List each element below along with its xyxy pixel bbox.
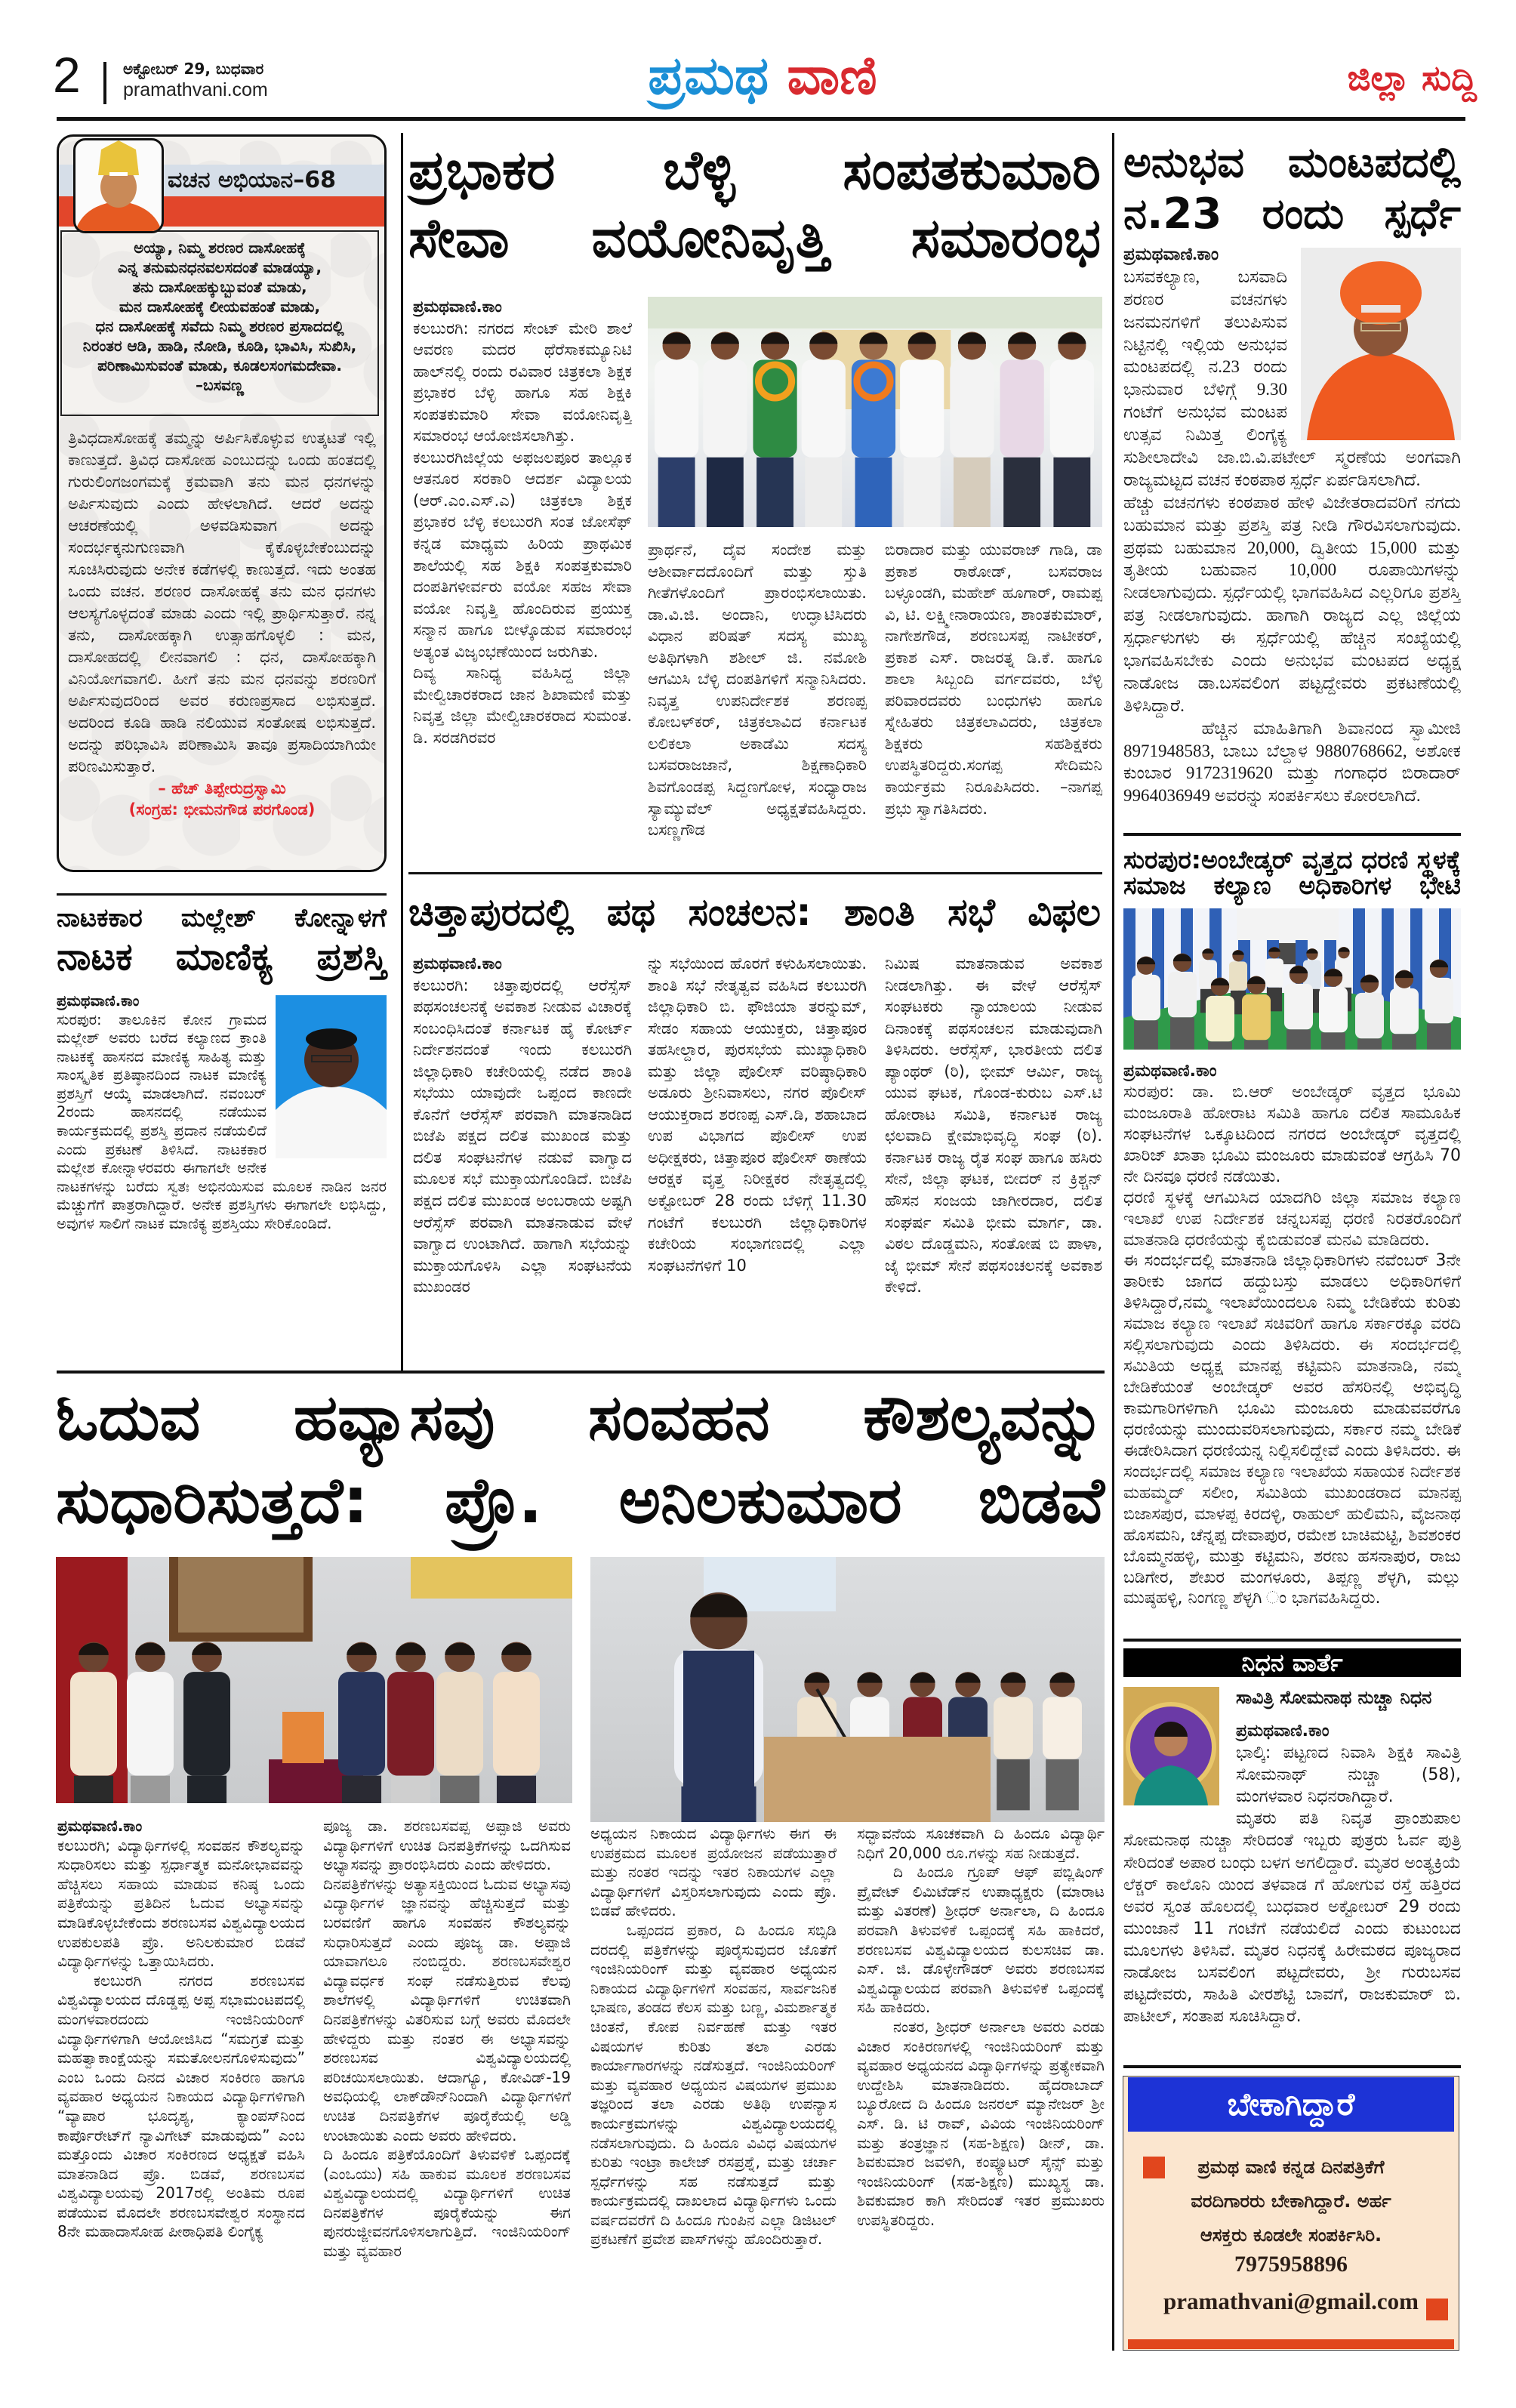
person-hair — [1338, 947, 1349, 951]
verse-line: ಅಯ್ಯಾ, ನಿಮ್ಮ ಶರಣರ ದಾಸೋಹಕ್ಕೆ — [134, 239, 306, 257]
paragraph: ಭಾಲ್ಕಿ: ಪಟ್ಟಣದ ನಿವಾಸಿ ಶಿಕ್ಷಕಿ ಸಾವಿತ್ರಿ ಸೋಮನಾಥ್ ನುಚ್ಚಾ (58), ಮಂಗಳವಾರ ನಿಧನರಾಗಿದ್ದಾರೆ. — [1236, 1744, 1461, 1807]
article-rule — [57, 893, 387, 896]
headline-line: ಸುಧಾರಿಸುತ್ತದೆ: ಪ್ರೊ. ಅನಿಲಕುಮಾರ ಬಿಡವೆ — [56, 1463, 1105, 1537]
person-figure — [753, 331, 797, 527]
person-figure — [1390, 970, 1419, 1050]
byline: ಪ್ರಮಥವಾಣಿ.ಕಾಂ — [413, 298, 502, 316]
section-label: ಜಿಲ್ಲಾ ಸುದ್ದಿ — [1347, 57, 1477, 98]
person-hair — [1268, 947, 1280, 951]
person-hair — [1306, 948, 1317, 953]
person-figure — [1050, 331, 1094, 527]
commentary-author: – ಹೆಚ್ ತಿಪ್ಪೇರುದ್ರಸ್ವಾಮಿ — [158, 779, 286, 797]
photo-illustration — [1301, 248, 1461, 440]
person-legs — [904, 458, 941, 527]
person-torso — [1284, 984, 1313, 1030]
vachana-verse — [60, 230, 379, 416]
paragraph: ಸದ್ಭಾವನೆಯ ಸೂಚಕವಾಗಿ ದಿ ಹಿಂದೂ ವಿದ್ಯಾರ್ಥಿ ನಿಧಿಗೆ 20,000 ರೂ.ಗಳನ್ನು ಸಹ ನೀಡುತ್ತದೆ. — [857, 1824, 1105, 1862]
article-column — [323, 1817, 571, 2356]
person-hair — [1232, 950, 1243, 954]
person-legs — [131, 1776, 170, 1803]
person-legs — [440, 1776, 479, 1803]
reading-headline — [56, 1376, 1105, 1542]
verse-line: ಮನ ದಾಸೋಹಕ್ಕೆ ಲೀಯವಹಂತೆ ಮಾಡು, — [119, 298, 321, 316]
person-hair — [1395, 970, 1413, 978]
person-hair — [955, 1673, 980, 1683]
obituary-title: ಸಾವಿತ್ರಿ ಸೋಮನಾಥ ನುಚ್ಚಾ ನಿಧನ — [1236, 1687, 1432, 1708]
person-hair — [857, 1673, 882, 1683]
article-rule — [1123, 2065, 1461, 2068]
person-legs — [954, 458, 991, 527]
column-text — [413, 318, 632, 749]
person-hair — [1049, 1673, 1074, 1683]
photo-illustration — [590, 1557, 1105, 1822]
paragraph: ನಂತರ, ಶ್ರೀಧರ್ ಅರ್ನಾಲಾ ಅವರು ಎರಡು ವಿಚಾರ ಸಂಕಿರಣಗಳಲ್ಲಿ ಇಂಜಿನಿಯರಿಂಗ್ ಮತ್ತು ವ್ಯವಹಾರ ಅಧ್ಯಯನದ ವಿದ್ಯಾರ್ಥಿಗಳನ್ನು ಪ್ರತ್ಯೇಕವಾಗಿ ಉದ್ದೇಶಿಸಿ ಮಾತನಾಡಿದರು. ಹೈದರಾಬಾದ್ ಬ್ಯೂರೋದ ದಿ ಹಿಂದೂ ಜನರಲ್ ಮ್ಯಾನೇಜರ್ ಶ್ರೀ ಎಸ್. ಡಿ. ಟಿ ರಾವ್, ವಿವಿಯ ಇಂಜಿನಿಯರಿಂಗ್ ಮತ್ತು ತಂತ್ರಜ್ಞಾನ (ಸಹ-ಶಿಕ್ಷಣ) ಡೀನ್, ಡಾ. ಶಿವಕುಮಾರ ಜವಳಿಗಿ, ಕಂಪ್ಯೂಟರ್ ಸೈನ್ಸ್ ಮತ್ತು ಇಂಜಿನಿಯರಿಂಗ್ (ಸಹ-ಶಿಕ್ಷಣ) ಮುಖ್ಯಸ್ಥ ಡಾ. ಶಿವಕುಮಾರ ಕಾಗಿ ಸೇರಿದಂತೆ ಇತರ ಪ್ರಮುಖರು ಉಪಸ್ಥಿತರಿದ್ದರು. — [857, 2017, 1105, 2229]
person-legs — [1321, 1032, 1345, 1050]
person-figure — [1043, 1672, 1082, 1810]
person-hair — [761, 332, 789, 344]
ad-line: ಪ್ರಮಥ ವಾಣಿ ಕನ್ನಡ ದಿನಪತ್ರಿಕೆಗೆ — [1197, 2157, 1385, 2178]
column-text — [413, 975, 632, 1298]
header-rule — [57, 117, 1465, 121]
person-legs — [658, 458, 695, 527]
photo-illustration — [56, 1557, 572, 1803]
ad-title: ಬೇಕಾಗಿದ್ದಾರೆ — [1128, 2077, 1454, 2132]
paragraph: ಧರಣಿ ಸ್ಥಳಕ್ಕೆ ಆಗಮಿಸಿದ ಯಾದಗಿರಿ ಜಿಲ್ಲಾ ಸಮಾಜ ಕಲ್ಯಾಣ ಇಲಾಖೆ ಉಪ ನಿರ್ದೇಶಕ ಚನ್ನಬಸಪ್ಪ ಧರಣಿ ನಿರತರೊಂದಿಗೆ ಮಾತನಾಡಿ ಧರಣಿಯನ್ನು ಕೈಬಿಡುವಂತೆ ಮನವಿ ಮಾಡಿದರು. — [1123, 1188, 1461, 1250]
person-torso — [1319, 987, 1348, 1033]
column-divider-right — [1112, 133, 1114, 2351]
paragraph: ಬಸವಕಲ್ಯಾಣ, ಬಸವಾದಿ ಶರಣರ ವಚನಗಳು ಜನಮನಗಳಿಗೆ ತಲುಪಿಸುವ ನಿಟ್ಟಿನಲ್ಲಿ ಇಲ್ಲಿಯ ಅನುಭವ ಮಂಟಪದಲ್ಲಿ ನ.23 ರಂದು ಭಾನುವಾರ ಬೆಳಿಗ್ಗೆ 9.30 ಗಂಟೆಗೆ ಅನುಭವ ಮಂಟಪ ಉತ್ಸವ ನಿಮಿತ್ತ ಲಿಂಗೈಕ್ಯ ಸುಶೀಲಾದೇವಿ ಜಾ.ಬಿ.ವಿ.ಪಟೇಲ್ ಸ್ಮರಣೆಯ ಅಂಗವಾಗಿ ರಾಜ್ಯಮಟ್ಟದ ವಚನ ಕಂಠಪಾಠ ಸ್ಪರ್ಧೆ ಏರ್ಪಡಿಸಲಾಗಿದೆ. — [1123, 267, 1461, 489]
verse-line: ತನು ದಾಸೋಹಕ್ಕುಬ್ಬುವಂತೆ ಮಾಡು, — [132, 278, 307, 296]
headline-line: ನ.23 ರಂದು ಸ್ಪರ್ಧೆ — [1123, 190, 1461, 239]
basavanna-portrait — [73, 138, 164, 233]
retirement-headline — [408, 136, 1101, 272]
article-column — [648, 539, 867, 862]
person-torso — [655, 359, 698, 457]
article-rule — [1123, 833, 1461, 836]
byline: ಪ್ರಮಥವಾಣಿ.ಕಾಂ — [57, 992, 140, 1010]
person-hair — [663, 332, 691, 344]
person-figure — [387, 1642, 434, 1803]
person-hair — [1173, 954, 1191, 961]
article-column — [885, 953, 1102, 1361]
person-hair — [1430, 960, 1448, 967]
tent-banner — [1237, 908, 1339, 940]
byline: ಪ್ರಮಥವಾಣಿ.ಕಾಂ — [1123, 1062, 1217, 1081]
headline-line: ನಾಟಕ ಮಾಣಿಕ್ಯ ಪ್ರಶಸ್ತಿ — [57, 935, 387, 979]
person-torso — [1390, 988, 1419, 1034]
logo-word-vani: ವಾಣಿ — [787, 45, 877, 106]
deceased-photo — [1123, 1687, 1219, 1805]
article-column — [857, 1824, 1105, 2356]
person-legs — [1003, 458, 1040, 527]
crown — [98, 140, 139, 175]
person-figure — [1425, 960, 1453, 1050]
verse-line: ಎನ್ನ ತನುಮನಧನವಲಸದಂತೆ ಮಾಡಯ್ಯಾ, — [117, 258, 322, 276]
person-legs — [855, 458, 892, 527]
speaker-vest — [683, 1651, 754, 1802]
issue-date: ಅಕ್ಟೋಬರ್ 29, ಬುಧವಾರ — [123, 60, 264, 78]
person-figure — [493, 1642, 540, 1803]
person-torso — [1229, 961, 1247, 991]
paragraph: ಪ್ರಾರ್ಥನೆ, ದೈವ ಸಂದೇಶ ಮತ್ತು ಆಶೀರ್ವಾದದೊಂದಿಗೆ ಮತ್ತು ಸ್ತುತಿ ಗೀತೆಗಳೊಂದಿಗೆ ಪ್ರಾರಂಭಿಸಲಾಯಿತು. ಡಾ.ವಿ.ಜಿ. ಅಂದಾನಿ, ಉದ್ಘಾಟಿಸಿದರು ವಿಧಾನ ಪರಿಷತ್ ಸದಸ್ಯ ಮುಖ್ಯ ಅತಿಥಿಗಳಾಗಿ ಶಶೀಲ್ ಜಿ. ನಮೋಶಿ ಆಗಮಿಸಿ ಬೆಳ್ಳಿ ದಂಪತಿಗಳಿಗೆ ಸನ್ಮಾನಿಸಿದರು. ನಿವೃತ್ತ ಉಪನಿರ್ದೇಶಕ ಶರಣಪ್ಪ ಕೋಬಳ್‌ಕರ್, ಚಿತ್ರಕಲಾವಿದ ಕರ್ನಾಟಕ ಲಲಿಕಲಾ ಅಕಾಡೆಮಿ ಸದಸ್ಯ ಬಸವರಾಜಜಾನೆ, ಶಿಕ್ಷಣಾಧಿಕಾರಿ ಶಿವಗೊಂಡಪ್ಪ ಸಿದ್ದಣಗೋಳ, ಸಂಧ್ಯಾರಾಜ ಸ್ಯಾಮ್ಯುವೆಲ್ ಅಧ್ಯಕ್ಷತೆವಹಿಸಿದ್ದರು. ಬಸಣ್ಣಗೌಡ — [648, 541, 867, 840]
shrine-portrait — [282, 1712, 324, 1763]
person-torso — [950, 359, 994, 457]
group-photo — [56, 1557, 572, 1803]
paragraph: ಕಲಬುರಗಿ; ವಿದ್ಯಾರ್ಥಿಗಳಲ್ಲಿ ಸಂವಹನ ಕೌಶಲ್ಯವನ್ನು ಸುಧಾರಿಸಲು ಮತ್ತು ಸ್ಪರ್ಧಾತ್ಮಕ ಮನೋಭಾವವನ್ನು ಹೆಚ್ಚಿಸಲು ಸಹಾಯ ಮಾಡುವ ಕನಿಷ್ಠ ಒಂದು ಪತ್ರಿಕೆಯನ್ನು ಪ್ರತಿದಿನ ಓದುವ ಅಭ್ಯಾಸವನ್ನು ಮಾಡಿಕೊಳ್ಳಬೇಕೆಂದು ಶರಣಬಸವ ವಿಶ್ವವಿದ್ಯಾಲಯದ ಉಪಕುಲಪತಿ ಪ್ರೊ. ಅನಿಲಕುಮಾರ ಬಿಡವೆ ವಿದ್ಯಾರ್ಥಿಗಳನ್ನು ಒತ್ತಾಯಿಸಿದರು. — [57, 1836, 305, 1971]
person-hair — [958, 332, 986, 344]
headline-line: ಸೇವಾ ವಯೋನಿವೃತ್ತಿ ಸಮಾರಂಭ — [408, 206, 1101, 270]
person-torso — [436, 1672, 483, 1776]
person-figure — [994, 1672, 1033, 1810]
person-legs — [74, 1776, 113, 1803]
paragraph: ಪೂಜ್ಯ ಡಾ. ಶರಣಬಸವಪ್ಪ ಅಪ್ಪಾಜಿ ಅವರು ವಿದ್ಯಾರ್ಥಿಗಳಿಗೆ ಉಚಿತ ದಿನಪತ್ರಿಕೆಗಳನ್ನು ಒದಗಿಸುವ ಅಭ್ಯಾಸವನ್ನು ಪ್ರಾರಂಭಿಸಿದರು ಎಂದು ಹೇಳಿದರು. — [323, 1817, 571, 1874]
verse-line: ಪರಿಣಾಮಿಸುವಂತೆ ಮಾಡು, ಕೂಡಲಸಂಗಮದೇವಾ. — [97, 356, 342, 375]
person-torso — [900, 359, 944, 457]
person-hair — [135, 1643, 165, 1655]
paragraph: ಕಲಬುರಗಿ: ನಗರದ ಸೇಂಟ್ ಮೇರಿ ಶಾಲೆ ಆವರಣ ಮದರ ಥೆರೆಸಾಕಮ್ಯೂನಿಟಿ ಹಾಲ್‌ನಲ್ಲಿ ರಂದು ರವಿವಾರ ಚಿತ್ರಕಲಾ ಶಿಕ್ಷಕ ಪ್ರಭಾಕರ ಬೆಳ್ಳಿ ಹಾಗೂ ಸಹ ಶಿಕ್ಷಕಿ ಸಂಪತಕುಮಾರಿ ಸೇವಾ ವಯೋನಿವೃತ್ತಿ ಸಮಾರಂಭ ಆಯೋಜಿಸಲಾಗಿತ್ತು. — [413, 319, 632, 446]
photo-illustration — [648, 297, 1102, 527]
person-hair — [501, 1643, 532, 1655]
byline: ಪ್ರಮಥವಾಣಿ.ಕಾಂ — [57, 1817, 143, 1835]
person-legs — [1046, 1759, 1079, 1811]
person-legs — [1170, 1017, 1194, 1050]
person-legs — [707, 458, 744, 527]
website-url: pramathvani.com — [123, 79, 268, 100]
paragraph: ದಿನಪತ್ರಿಕೆಗಳನ್ನು ಅತ್ಯಾಸಕ್ತಿಯಿಂದ ಓದುವ ಅಭ್ಯಾಸವು ವಿದ್ಯಾರ್ಥಿಗಳ ಜ್ಞಾನವನ್ನು ಹೆಚ್ಚಿಸುತ್ತದೆ ಮತ್ತು ಬರವಣಿಗೆ ಹಾಗೂ ಸಂವಹನ ಕೌಶಲ್ಯವನ್ನು ಸುಧಾರಿಸುತ್ತದೆ ಎಂದು ಪೂಜ್ಯ ಡಾ. ಅಪ್ಪಾಜಿ ಯಾವಾಗಲೂ ನಂಬಿದ್ದರು. ಶರಣಬಸವೇಶ್ವರ ವಿದ್ಯಾವರ್ಧಕ ಸಂಘ ನಡೆಸುತ್ತಿರುವ ಕೆಲವು ಶಾಲೆಗಳಲ್ಲಿ ವಿದ್ಯಾರ್ಥಿಗಳಿಗೆ ಉಚಿತವಾಗಿ ದಿನಪತ್ರಿಕೆಗಳನ್ನು ವಿತರಿಸುವ ಬಗ್ಗೆ ಅವರು ಮೊದಲೇ ಹೇಳಿದ್ದರು ಮತ್ತು ನಂತರ ಈ ಅಭ್ಯಾಸವನ್ನು ಶರಣಬಸವ ವಿಶ್ವವಿದ್ಯಾಲಯದಲ್ಲಿ ಪರಿಚಯಿಸಲಾಯಿತು. ಆದಾಗ್ಯೂ, ಕೋವಿಡ್-19 ಅವಧಿಯಲ್ಲಿ ಲಾಕ್‌ಡೌನ್‌ನಿಂದಾಗಿ ವಿದ್ಯಾರ್ಥಿಗಳಿಗೆ ಉಚಿತ ದಿನಪತ್ರಿಕೆಗಳ ಪೂರೈಕೆಯಲ್ಲಿ ಅಡ್ಡಿ ಉಂಟಾಯಿತು ಎಂದು ಅವರು ಹೇಳಿದರು. — [323, 1874, 571, 2144]
person-torso — [1050, 359, 1094, 457]
article-column — [413, 953, 632, 1361]
ad-line: ವರದಿಗಾರರು ಬೇಕಾಗಿದ್ದಾರೆ. ಅರ್ಹ — [1191, 2191, 1391, 2212]
person-torso — [802, 359, 846, 457]
paragraph: ಒಪ್ಪಂದದ ಪ್ರಕಾರ, ದಿ ಹಿಂದೂ ಸಬ್ಸಿಡಿ ದರದಲ್ಲಿ ಪತ್ರಿಕೆಗಳನ್ನು ಪೂರೈಸುವುದರ ಜೊತೆಗೆ ಇಂಜಿನಿಯರಿಂಗ್ ಮತ್ತು ವ್ಯವಹಾರ ಅಧ್ಯಯನ ನಿಕಾಯದ ವಿದ್ಯಾರ್ಥಿಗಳಿಗೆ ಸಂವಹನ, ಸಾರ್ವಜನಿಕ ಭಾಷಣ, ತಂಡದ ಕೆಲಸ ಮತ್ತು ಬಣ್ಣ, ವಿಮರ್ಶಾತ್ಮಕ ಚಿಂತನೆ, ಕೋಪ ನಿರ್ವಹಣೆ ಮತ್ತು ಇತರ ವಿಷಯಗಳ ಕುರಿತು ತಲಾ ಎರಡು ಕಾರ್ಯಾಗಾರಗಳನ್ನು ನಡೆಸುತ್ತದೆ. ಇಂಜಿನಿಯರಿಂಗ್ ಮತ್ತು ವ್ಯವಹಾರ ಅಧ್ಯಯನ ವಿಷಯಗಳ ಪ್ರಮುಖ ತಜ್ಞರಿಂದ ತಲಾ ಎರಡು ಅತಿಥಿ ಉಪನ್ಯಾಸ ಕಾರ್ಯಕ್ರಮಗಳನ್ನು ವಿಶ್ವವಿದ್ಯಾಲಯದಲ್ಲಿ ನಡೆಸಲಾಗುವುದು. ದಿ ಹಿಂದೂ ವಿವಿಧ ವಿಷಯಗಳ ಕುರಿತು ಇಂಟ್ರಾ ಕಾಲೇಜ್ ರಸಪ್ರಶ್ನೆ, ಮತ್ತು ಚರ್ಚಾ ಸ್ಪರ್ಧೆಗಳನ್ನು ಸಹ ನಡೆಸುತ್ತದೆ ಮತ್ತು ಕಾರ್ಯಕ್ರಮದಲ್ಲಿ ದಾಖಲಾದ ವಿದ್ಯಾರ್ಥಿಗಳು ಒಂದು ವರ್ಷದವರೆಗೆ ದಿ ಹಿಂದೂ ಗುಂಪಿನ ಎಲ್ಲಾ ಡಿಜಿಟಲ್ ಪ್ರಕಟಣೆಗೆ ಪ್ರವೇಶ ಪಾಸ್‌ಗಳನ್ನು ಹೊಂದಿರುತ್ತಾರೆ. — [590, 1920, 837, 2249]
byline: ಪ್ರಮಥವಾಣಿ.ಕಾಂ — [1123, 245, 1219, 264]
retirement-ceremony-photo — [648, 297, 1102, 527]
person-figure — [950, 331, 994, 527]
person-torso — [703, 359, 747, 457]
article-column — [648, 953, 867, 1361]
paragraph: ನಿಮಿಷ ಮಾತನಾಡುವ ಅವಕಾಶ ನೀಡಲಾಗಿತ್ತು. ಈ ವೇಳೆ ಆರೆಸ್ಸೆಸ್ ಸಂಘಟಕರು ನ್ಯಾಯಾಲಯ ನೀಡುವ ದಿನಾಂಕಕ್ಕೆ ಪಥಸಂಚಲನ ಮಾಡುವುದಾಗಿ ತಿಳಿಸಿದರು. ಆರೆಸ್ಸೆಸ್, ಭಾರತೀಯ ದಲಿತ ಪ್ಯಾಂಥರ್ (ರಿ), ಭೀಮ್ ಆರ್ಮಿ, ರಾಜ್ಯ ಯುವ ಘಟಕ, ಗೊಂಡ-ಕುರುಬ ಎಸ್.ಟಿ ಹೋರಾಟ ಸಮಿತಿ, ಕರ್ನಾಟಕ ರಾಜ್ಯ ಛಲವಾದಿ ಕ್ಷೇಮಾಭಿವೃದ್ಧಿ ಸಂಘ (ರಿ). ಕರ್ನಾಟಕ ರಾಜ್ಯ ರೈತ ಸಂಘ ಹಾಗೂ ಹಸಿರು ಸೇನೆ, ಜಿಲ್ಲಾ ಘಟಕ, ಬೀದರ್ ನ ಕ್ರಿಶ್ಚನ್ ಹೌಸನ ಸಂಜಯ ಜಾಗೀರದಾರ, ದಲಿತ ಸಂಘರ್ಷ ಸಮಿತಿ ಭೀಮ ಮಾರ್ಗ, ಡಾ. ವಿಠಲ ದೊಡ್ಡಮನಿ, ಸಂತೋಷ ಬಿ ಪಾಳಾ, ಜೈ ಭೀಮ್ ಸೇನೆ ಪಥಸಂಚಲನಕ್ಕೆ ಅವಕಾಶ ಕೇಳಿದೆ. — [885, 954, 1102, 1296]
person-legs — [1053, 458, 1090, 527]
podium — [764, 1737, 991, 1822]
paragraph: ದಿ ಹಿಂದೂ ಗ್ರೂಪ್ ಆಫ್ ಪಬ್ಲಿಷಿಂಗ್ ಪ್ರೈವೇಟ್ ಲಿಮಿಟೆಡ್‌ನ ಉಪಾಧ್ಯಕ್ಷರು (ಮಾರಾಟ ಮತ್ತು ವಿತರಣೆ) ಶ್ರೀಧರ್ ಅರ್ನಾಲಾ, ದಿ ಹಿಂದೂ ಪರವಾಗಿ ತಿಳುವಳಿಕೆ ಒಪ್ಪಂದಕ್ಕೆ ಸಹಿ ಹಾಕಿದರೆ, ಶರಣಬಸವ ವಿಶ್ವವಿದ್ಯಾಲಯದ ಕುಲಸಚಿವ ಡಾ. ಎಸ್. ಜಿ. ಡೊಳ್ಳೇಗೌಡರ್ ಅವರು ಶರಣಬಸವ ವಿಶ್ವವಿದ್ಯಾಲಯದ ಪರವಾಗಿ ತಿಳುವಳಿಕೆ ಒಪ್ಪಂದಕ್ಕೆ ಸಹಿ ಹಾಕಿದರು. — [857, 1863, 1105, 2017]
paragraph: ಹೆಚ್ಚು ವಚನಗಳು ಕಂಠಪಾಠ ಹೇಳಿ ವಿಜೇತರಾದವರಿಗೆ ನಗದು ಬಹುಮಾನ ಮತ್ತು ಪ್ರಶಸ್ತಿ ಪತ್ರ ನೀಡಿ ಗೌರವಿಸಲಾಗುವುದು. ಪ್ರಥಮ ಬಹುಮಾನ 20,000, ದ್ವಿತೀಯ 15,000 ಮತ್ತು ತೃತೀಯ ಬಹುವಾನ 10,000 ರೂಪಾಯಿಗಳನ್ನು ನೀಡಲಾಗುವುದು. ಸ್ಪರ್ಧೆಯಲ್ಲಿ ಭಾಗವಹಿಸಿದ ಎಲ್ಲರಿಗೂ ಪ್ರಶಸ್ತಿ ಪತ್ರ ನೀಡಲಾಗುವುದು. ಹಾಗಾಗಿ ರಾಜ್ಯದ ಎಲ್ಲ ಜಿಲ್ಲೆಯ ಸ್ಪರ್ಧಾಳುಗಳು ಈ ಸ್ಪರ್ಧೆಯಲ್ಲಿ ಹೆಚ್ಚಿನ ಸಂಖ್ಯೆಯಲ್ಲಿ ಭಾಗವಹಿಸಬೇಕು ಎಂದು ಅನುಭವ ಮಂಟಪದ ಅಧ್ಯಕ್ಷ ನಾಡೋಜ ಡಾ.ಬಸವಲಿಂಗ ಪಟ್ಟದ್ದೇವರು ಪ್ರಕಟಣೆಯಲ್ಲಿ ತಿಳಿಸಿದ್ದಾರೆ. — [1123, 492, 1461, 715]
person-hair — [910, 1673, 935, 1683]
vachana-commentary — [68, 427, 376, 868]
person-figure — [1000, 331, 1044, 527]
photo-illustration — [276, 995, 387, 1158]
paragraph: ಸುರಪುರ: ತಾಲೂಕಿನ ಕೋನ ಗ್ರಾಮದ ಮಲ್ಲೇಶ್ ಅವರು ಬರೆದ ಕಲ್ಯಾಣದ ಕ್ರಾಂತಿ ನಾಟಕಕ್ಕೆ ಹಾಸನದ ಮಾಣಿಕ್ಯ ಸಾಹಿತ್ಯ ಮತ್ತು ಸಾಂಸ್ಕೃತಿಕ ಪ್ರತಿಷ್ಠಾನದಿಂದ ನಾಟಕ ಮಾಣಿಕ್ಯ ಪ್ರಶಸ್ತಿಗೆ ಆಯ್ಕೆ ಮಾಡಲಾಗಿದೆ. ನವಂಬರ್ 2ರಂದು ಹಾಸನದಲ್ಲಿ ನಡೆಯುವ ಕಾರ್ಯಕ್ರಮದಲ್ಲಿ ಪ್ರಶಸ್ತಿ ಪ್ರದಾನ ನಡೆಯಲಿದೆ ಎಂದು ಪ್ರಕಟಣೆ ತಿಳಿಸಿದೆ. ನಾಟಕಕಾರ ಮಲ್ಲೇಶ ಕೋನ್ನಾಳರವರು ಈಗಾಗಲೇ ಅನೇಕ ನಾಟಕಗಳನ್ನು ಬರೆದು ಸ್ವತಃ ಅಭಿನಯಿಸುವ ಮೂಲಕ ನಾಡಿನ ಜನರ ಮೆಚ್ಚುಗೆಗೆ ಪಾತ್ರರಾಗಿದ್ದಾರೆ. ಅನೇಕ ಪ್ರಶಸ್ತಿಗಳು ಈಗಾಗಲೇ ಲಭಿಸಿದ್ದು, ಅವುಗಳ ಸಾಲಿಗೆ ನಾಟಕ ಮಾಣಿಕ್ಯ ಪ್ರಶಸ್ತಿಯು ಸೇರಿಕೊಂಡಿದೆ. — [57, 1010, 387, 1232]
header-divider — [103, 62, 106, 104]
vachana-title: ವಚನ ಅಭಿಯಾನ–68 — [168, 167, 336, 193]
headline-line: ಸುರಪುರ:ಅಂಬೇಡ್ಕರ್ ವೃತ್ತದ ಧರಣಿ ಸ್ಥಳಕ್ಕೆ — [1123, 845, 1461, 874]
person-legs — [756, 458, 793, 527]
person-torso — [183, 1672, 230, 1776]
person-legs — [1134, 1020, 1158, 1050]
person-legs — [997, 1759, 1030, 1811]
person-hair — [1008, 332, 1036, 344]
ad-bottom-bar — [1128, 2339, 1454, 2349]
article-column — [413, 296, 632, 862]
person-torso — [1242, 994, 1271, 1041]
headline-line: ಸಮಾಜ ಕಲ್ಯಾಣ ಅಧಿಕಾರಿಗಳ ಭೇಟಿ — [1123, 871, 1461, 900]
person-hair — [192, 1643, 222, 1655]
saffron-robe — [1307, 352, 1455, 440]
person-legs — [1244, 1040, 1268, 1050]
headline-line: ನಾಟಕಕಾರ ಮಲ್ಲೇಶ್ ಕೋನ್ನಾಳಗೆ — [57, 903, 387, 933]
person-legs — [1427, 1023, 1451, 1050]
person-hair — [711, 332, 739, 344]
verse-line: ಧನ ದಾಸೋಹಕ್ಕೆ ಸವೆದು ನಿಮ್ಮ ಶರಣರ ಪ್ರಸಾದದಲ್ಲಿ — [95, 317, 344, 335]
painting — [178, 1557, 304, 1633]
verse-line: ನಿರಂತರ ಆಡಿ, ಹಾಡಿ, ನೋಡಿ, ಕೂಡಿ, ಭಾವಿಸಿ, ಸುಖಿಸಿ, — [82, 337, 357, 355]
paragraph: ನ್ನು ಸಭೆಯಿಂದ ಹೊರಗೆ ಕಳುಹಿಸಲಾಯಿತು. ಶಾಂತಿ ಸಭೆ ನೇತೃತ್ವವ ವಹಿಸಿದ ಕಲಬುರಗಿ ಜಿಲ್ಲಾಧಿಕಾರಿ ಬಿ. ಫೌಜಿಯಾ ತರನ್ನುಮ್, ಸೇಡಂ ಸಹಾಯ ಆಯುಕ್ತರು, ಚಿತ್ತಾಪೂರ ತಹಸೀಲ್ದಾರ, ಪುರಸಭೆಯ ಮುಖ್ಯಾಧಿಕಾರಿ ಮತ್ತು ಜಿಲ್ಲಾ ಪೊಲೀಸ್ ವರಿಷ್ಠಾಧಿಕಾರಿ ಅಡೂರು ಶ್ರೀನಿವಾಸಲು, ನಗರ ಪೊಲೀಸ್ ಆಯುಕ್ತರಾದ ಶರಣಪ್ಪ ಎಸ್.ಡಿ, ಶಹಾಬಾದ ಉಪ ವಿಭಾಗದ ಪೊಲೀಸ್ ಉಪ ಅಧೀಕ್ಷಕರು, ಚಿತ್ತಾಪೂರ ಪೊಲೀಸ್ ಠಾಣೆಯ ಆರಕ್ಷಕ ವೃತ್ತ ನಿರೀಕ್ಷಕರ ನೇತೃತ್ವದಲ್ಲಿ ಅಕ್ಟೋಬರ್ 28 ರಂದು ಬೆಳಿಗ್ಗೆ 11.30 ಗಂಟೆಗೆ ಕಲಬುರಗಿ ಜಿಲ್ಲಾಧಿಕಾರಿಗಳ ಕಚೇರಿಯ ಸಂಭಾಗಣದಲ್ಲಿ ಎಲ್ಲಾ ಸಂಘಟನೆಗಳಿಗೆ 10 — [648, 954, 867, 1275]
person-torso — [70, 1672, 117, 1776]
person-figure — [802, 331, 846, 527]
headline-line: ಅನುಭವ ಮಂಟಪದಲ್ಲಿ — [1123, 138, 1461, 187]
portrait-illustration — [75, 140, 162, 231]
paragraph: ಕಲಬುರಗಿ: ಚಿತ್ತಾಪುರದಲ್ಲಿ ಆರೆಸ್ಸೆಸ್ ಪಥಸಂಚಲನಕ್ಕೆ ಅವಕಾಶ ನೀಡುವ ವಿಚಾರಕ್ಕೆ ಸಂಬಂಧಿಸಿದಂತೆ ಕರ್ನಾಟಕ ಹೈ ಕೋರ್ಟ್ ನಿರ್ದೇಶನದಂತೆ ಇಂದು ಕಲಬುರಗಿ ಜಿಲ್ಲಾಧಿಕಾರಿ ಕಚೇರಿಯಲ್ಲಿ ನಡೆದ ಶಾಂತಿ ಸಭೆಯು ಯಾವುದೇ ಒಪ್ಪಂದ ಕಾಣದೇ ಕೊನೆಗೆ ಆರೆಸ್ಸೆಸ್ ಪರವಾಗಿ ಮಾತನಾಡಿದ ಬಿಜೆಪಿ ಪಕ್ಷದ ದಲಿತ ಮುಖಂಡ ಮತ್ತು ದಲಿತ ಸಂಘಟನೆಗಳ ನಡುವೆ ವಾಗ್ವಾದ ಮೂಲಕ ಸಭೆ ಮುಕ್ತಾಯಗೊಂಡಿದೆ. ಬಿಜೆಪಿ ಪಕ್ಷದ ದಲಿತ ಮುಖಂಡ ಅಂಬರಾಯ ಅಷ್ಟಗಿ ಆರೆಸ್ಸೆಸ್ ಪರವಾಗಿ ಮಾತನಾಡುವ ವೇಳೆ ವಾಗ್ವಾದ ಉಂಟಾಗಿದೆ. ಹಾಗಾಗಿ ಸಭೆಯನ್ನು ಮುಕ್ತಾಯಗೊಳಿಸಿ ಎಲ್ಲಾ ಸಂಘಟನೆಯ ಮುಖಂಡರ — [413, 976, 632, 1296]
person-hair — [1360, 975, 1379, 982]
article-rule — [408, 872, 1102, 874]
person-torso — [127, 1672, 174, 1776]
column-text — [57, 1836, 305, 2242]
paragraph: ಕಲಬುರಗಿ ನಗರದ ಶರಣಬಸವ ವಿಶ್ವವಿದ್ಯಾಲಯದ ದೊಡ್ಡಪ್ಪ ಅಪ್ಪ ಸಭಾಮಂಟಪದಲ್ಲಿ ಮಂಗಳವಾರದಂದು ಇಂಜಿನಿಯರಿಂಗ್ ವಿದ್ಯಾರ್ಥಿಗಳಿಗಾಗಿ ಆಯೋಜಿಸಿದ “ಸಮಗ್ರತೆ ಮತ್ತು ಮಹತ್ವಾಕಾಂಕ್ಷೆಯನ್ನು ಸಮತೋಲನಗೊಳಿಸುವುದು” ಎಂಬ ಒಂದು ದಿನದ ವಿಚಾರ ಸಂಕಿರಣ ಹಾಗೂ ವ್ಯವಹಾರ ಅಧ್ಯಯನ ನಿಕಾಯದ ವಿದ್ಯಾರ್ಥಿಗಳಿಗಾಗಿ “ವ್ಯಾಪಾರ ಭೂದೃಶ್ಯ, ಕ್ಯಾಂಪಸ್‌ನಿಂದ ಕಾರ್ಪೊರೇಟ್‌ಗೆ ನ್ಯಾವಿಗೇಟ್ ಮಾಡುವುದು” ಎಂಬ ಮತ್ತೊಂದು ವಿಚಾರ ಸಂಕಿರಣದ ಅಧ್ಯಕ್ಷತೆ ವಹಿಸಿ ಮಾತನಾಡಿದ ಪ್ರೊ. ಬಿಡವೆ, ಶರಣಬಸವ ವಿಶ್ವವಿದ್ಯಾಲಯವು 2017ರಲ್ಲಿ ಅಂತಿಮ ರೂಪ ಪಡೆಯುವ ಮೊದಲೇ ಶರಣಬಸವೇಶ್ವರ ಸಂಸ್ಥಾನದ 8ನೇ ಮಹಾದಾಸೋಹ ಪೀಠಾಧಿಪತಿ ಲಿಂಗೈಕ್ಯ — [57, 1971, 305, 2241]
ad-phone: 7975958896 — [1234, 2252, 1348, 2277]
vibhuti-marks — [1361, 305, 1400, 313]
person-hair — [804, 1673, 829, 1683]
obituary-banner: ನಿಧನ ವಾರ್ತೆ — [1123, 1648, 1461, 1677]
person-torso — [1206, 996, 1234, 1042]
chittapur-headline — [408, 888, 1101, 936]
person-torso — [1265, 958, 1283, 988]
person-figure — [1168, 954, 1197, 1050]
person-torso — [493, 1672, 540, 1776]
person-legs — [1286, 1029, 1311, 1050]
headline-line: ಪ್ರಭಾಕರ ಬೆಳ್ಳಿ ಸಂಪತಕುಮಾರಿ — [408, 138, 1101, 202]
swamiji-photo — [1301, 248, 1461, 440]
photo-illustration — [1123, 1687, 1219, 1805]
person-figure — [1132, 957, 1160, 1050]
headline-line: ಓದುವ ಹವ್ಯಾಸವು ಸಂವಹನ ಕೌಶಲ್ಯವನ್ನು — [56, 1380, 1105, 1454]
person-torso — [1355, 993, 1384, 1039]
person-figure — [900, 331, 944, 527]
person-legs — [1392, 1034, 1416, 1050]
speaker-photo — [590, 1557, 1105, 1822]
surapura-article-body — [1123, 1061, 1461, 1620]
ad-line: ಆಸಕ್ತರು ಕೂಡಲೇ ಸಂಪರ್ಕಿಸಿರಿ. — [1200, 2225, 1382, 2246]
photo-illustration — [1123, 908, 1461, 1050]
paragraph: ದಿವ್ಯ ಸಾನಿಧ್ಯ ವಹಿಸಿದ್ದ ಜಿಲ್ಲಾ ಮೇಲ್ವಿಚಾರಕರಾದ ಜಾನ ಶಿಖಾಮಣಿ ಮತ್ತು ನಿವೃತ್ತ ಜಿಲ್ಲಾ ಮೇಲ್ವಿಚಾರಕರಾದ ಸುಮಂತ. ಡಿ. ಸರಡಗಿರವರ — [413, 664, 632, 747]
section-rule — [57, 1370, 1105, 1374]
article-text — [1123, 1082, 1461, 1609]
hair — [306, 1028, 357, 1050]
playwright-photo — [276, 995, 387, 1158]
paragraph: ಹೆಚ್ಚಿನ ಮಾಹಿತಿಗಾಗಿ ಶಿವಾನಂದ ಸ್ವಾಮೀಜಿ 8971948583, ಬಾಬು ಬೆಲ್ದಾಳ 9880768662, ಅಶೋಕ ಕುಂಬಾರ 9172319620 ಮತ್ತು ಗಂಗಾಧರ ಬಿರಾದಾರ್ 9964036949 ಅವರನ್ನು ಸಂಪರ್ಕಿಸಲು ಕೋರಲಾಗಿದೆ. — [1123, 718, 1461, 806]
paragraph: ಕಲಬುರಗಿಜಿಲ್ಲೆಯ ಅಫಜಲಪೂರ ತಾಲ್ಲೂಕ ಆತನೂರ ಸರಕಾರಿ ಆದರ್ಶ ವಿದ್ಯಾಲಯ (ಆರ್.ಎಂ.ಎಸ್.ಎ) ಚಿತ್ರಕಲಾ ಶಿಕ್ಷಕ ಪ್ರಭಾಕರ ಬೆಳ್ಳಿ ಕಲಬುರಗಿ ಸಂತ ಜೋಸೆಫ್ ಕನ್ನಡ ಮಾಧ್ಯಮ ಹಿರಿಯ ಪ್ರಾಥಮಿಕ ಶಾಲೆಯಲ್ಲಿ ಸಹ ಶಿಕ್ಷಕಿ ಸಂಪತ್ತಕುಮಾರಿ ದಂಪತಿಗಳೀರ್ವರು ವಯೋ ಸಹಜ ಸೇವಾ ವಯೋ ನಿವೃತ್ತಿ ಹೊಂದಿರುವ ಪ್ರಯುಕ್ತ ಸನ್ಮಾನ ಹಾಗೂ ಬೀಳ್ಕೊಡುವ ಸಮಾರಂಭ ಅತ್ಯಂತ ವಿಜೃಂಭಣೆಯಿಂದ ಜರುಗಿತು. — [413, 448, 632, 661]
person-legs — [187, 1776, 226, 1803]
person-torso — [1132, 975, 1160, 1021]
person-hair — [1202, 948, 1213, 953]
article-rule — [1123, 1639, 1461, 1642]
person-torso — [338, 1672, 385, 1776]
article-column — [885, 539, 1102, 862]
person-legs — [1357, 1038, 1382, 1050]
person-hair — [1137, 957, 1155, 964]
person-torso — [1168, 972, 1197, 1018]
person-figure — [436, 1642, 483, 1803]
person-legs — [391, 1776, 430, 1803]
verse-line: –ಬಸವಣ್ಣ — [196, 376, 244, 394]
article-column — [57, 1817, 305, 2356]
obituary-body — [1123, 1685, 1461, 2060]
paragraph: ಮೃತರು ಪತಿ ನಿವೃತ ಪ್ರಾಂಶುಪಾಲ ಸೋಮನಾಥ ನುಚ್ಚಾ ಸೇರಿದಂತೆ ಇಬ್ಬರು ಪುತ್ರರು ಓರ್ವ ಪುತ್ರಿ ಸೇರಿದಂತೆ ಅಪಾರ ಬಂಧು ಬಳಗ ಅಗಲಿದ್ದಾರೆ. ಮೃತರ ಅಂತ್ಯಕ್ರಿಯೆ ಲೆಕ್ಚರ್ ಕಾಲೊನಿ ಯಿಂದ ತಳವಾಡ ಗೆ ಹೋಗುವ ರಸ್ತೆ ಹತ್ತಿರದ ಅವರ ಸ್ವಂತ ಹೊಲದಲ್ಲಿ ಬುಧವಾರ ಅಕ್ಟೋಬರ್ 29 ರಂದು ಮುಂಜಾನೆ 11 ಗಂಟೆಗೆ ನಡೆಯಲಿದೆ ಎಂದು ಕುಟುಂಬದ ಮೂಲಗಳು ತಿಳಿಸಿವೆ. ಮೃತರ ನಿಧನಕ್ಕೆ ಹಿರೇಮಠದ ಪೂಜ್ಯರಾದ ನಾಡೋಜ ಬಸವಲಿಂಗ ಪಟ್ಟದೇವರು, ಶ್ರೀ ಗುರುಬಸವ ಪಟ್ಟದೇವರು, ಸಾಹಿತಿ ವೀರಶೆಟ್ಟಿ ಬಾವಗೆ, ರಾಜಕುಮಾರ್ ಬಿ. ಪಾಟೀಲ್, ಸಂತಾಪ ಸೂಚಿಸಿದ್ದಾರೆ. — [1123, 1809, 1461, 2026]
article-column — [590, 1824, 837, 2356]
person-hair — [1247, 976, 1265, 984]
page-number: 2 — [53, 47, 81, 103]
headline-line: ಚಿತ್ತಾಪುರದಲ್ಲಿ ಪಥ ಸಂಚಲನ: ಶಾಂತಿ ಸಭೆ ವಿಫಲ — [408, 890, 1101, 934]
paragraph: ಸುರಪುರ: ಡಾ. ಬಿ.ಆರ್ ಅಂಬೇಡ್ಕರ್ ವೃತ್ತದ ಭೂಮಿ ಮಂಜೂರಾತಿ ಹೋರಾಟ ಸಮಿತಿ ಹಾಗೂ ದಲಿತ ಸಾಮೂಹಿಕ ಸಂಘಟನೆಗಳ ಒಕ್ಕೂಟದಿಂದ ನಗರದ ಅಂಬೇಡ್ಕರ್ ವೃತ್ತದಲ್ಲಿ ಖಾರಿಜ್ ಖಾತಾ ಭೂಮಿ ಮಂಜೂರು ಮಾಡುವಂತೆ ಆಗ್ರಹಿಸಿ 70 ನೇ ದಿನವೂ ಧರಣಿ ನಡೆಯಿತು. — [1123, 1082, 1461, 1186]
person-legs — [1208, 1041, 1232, 1050]
person-hair — [347, 1643, 377, 1655]
surapura-headline — [1123, 847, 1461, 899]
paragraph: ದಿ ಹಿಂದೂ ಪತ್ರಿಕೆಯೊಂದಿಗೆ ತಿಳುವಳಿಕೆ ಒಪ್ಪಂದಕ್ಕೆ (ಎಂಒಯು) ಸಹಿ ಹಾಕುವ ಮೂಲಕ ಶರಣಬಸವ ವಿಶ್ವವಿದ್ಯಾಲಯದಲ್ಲಿ ವಿದ್ಯಾರ್ಥಿಗಳಿಗೆ ಉಚಿತ ದಿನಪತ್ರಿಕೆಗಳ ಪೂರೈಕೆಯನ್ನು ಈಗ ಪುನರುಜ್ಜೀವನಗೊಳಿಸಲಾಗುತ್ತಿದೆ. ಇಂಜಿನಿಯರಿಂಗ್ ಮತ್ತು ವ್ಯವಹಾರ — [323, 2145, 571, 2261]
person-legs — [342, 1776, 381, 1803]
person-hair — [1058, 332, 1086, 344]
commentary-compiler: (ಸಂಗ್ರಹ: ಭೀಮನಗೌಡ ಪರಗೊಂಡ) — [128, 800, 316, 819]
person-torso — [1043, 1697, 1082, 1759]
person-torso — [994, 1697, 1033, 1759]
wanted-advertisement — [1123, 2076, 1459, 2351]
person-legs — [497, 1776, 536, 1803]
paragraph: ಈ ಸಂದರ್ಭದಲ್ಲಿ ಮಾತನಾಡಿ ಜಿಲ್ಲಾಧಿಕಾರಿಗಳು ನವೆಂಬರ್ 3ನೇ ತಾರೀಕು ಜಾಗದ ಹದ್ದುಬಸ್ತು ಮಾಡಲು ಅಧಿಕಾರಿಗಳಿಗೆ ತಿಳಿಸಿದ್ದಾರೆ,ನಮ್ಮ ಇಲಾಖೆಯಿಂದಲೂ ನಿಮ್ಮ ಬೇಡಿಕೆಯ ಕುರಿತು ಸಮಾಜ ಕಲ್ಯಾಣ ಇಲಾಖೆ ಸಚಿವರಿಗೆ ಹಾಗೂ ಸರ್ಕಾರಕ್ಕೂ ವರದಿ ಸಲ್ಲಿಸಲಾಗುವುದು ಎಂದು ತಿಳಿಸಿದರು. ಈ ಸಂದರ್ಭದಲ್ಲಿ ಸಮಿತಿಯ ಅಧ್ಯಕ್ಷ ಮಾನಪ್ಪ ಕಟ್ಟಿಮನಿ ಮಾತನಾಡಿ, ನಮ್ಮ ಬೇಡಿಕೆಯಂತೆ ಅಂಬೇಡ್ಕರ್ ಅವರ ಹೆಸರಿನಲ್ಲಿ ಅಭಿವೃದ್ಧಿ ಕಾಮಗಾರಿಗಳಿಗಾಗಿ ಭೂಮಿ ಮಂಜೂರು ಮಾಡುವವರೆಗೂ ಧರಣಿಯನ್ನು ಮುಂದುವರಿಸಲಾಗುವುದು, ಸರ್ಕಾರ ನಮ್ಮ ಬೇಡಿಕೆ ಈಡೇರಿಸಿದಾಗ ಧರಣಿಯನ್ನ ನಿಲ್ಲಿಸಲಿದ್ದೇವೆ ಎಂದು ತಿಳಿಸಿದರು. ಈ ಸಂದರ್ಭದಲ್ಲಿ ಸಮಾಜ ಕಲ್ಯಾಣ ಇಲಾಖೆಯ ಸಹಾಯಕ ನಿರ್ದೇಶಕ ಮಹಮ್ಮದ್ ಸಲೀಂ, ಸಮಿತಿಯ ಮುಖಂಡರಾದ ಮಾನಪ್ಪ ಬಿಜಾಸಪುರ, ಮಾಳಪ್ಪ ಕಿರದಳ್ಳಿ, ರಾಹುಲ್ ಹುಲಿಮನಿ, ವೈಜನಾಥ ಹೊಸಮನಿ, ಚೆನ್ನಪ್ಪ ದೇವಾಪುರ, ರಮೇಶ ಬಾಚಿಮಟ್ಟಿ, ಶಿವಶಂಕರ ಬೊಮ್ಮನಹಳ್ಳಿ, ಮುತ್ತು ಕಟ್ಟಿಮನಿ, ಶರಣು ಹಸನಾಪುರ, ರಾಜು ಬಡಿಗೇರ, ಶೇಖರ ಮಂಗಳೂರು, ತಿಪ್ಪಣ್ಣ ಶೆಳ್ಳಗಿ, ಮಲ್ಲು ಮುಷ್ಠಹಳ್ಳಿ, ನಿಂಗಣ್ಣ ಶೆಳ್ಳಗಿ ಂ ಭಾಗವಹಿಸಿದ್ದರು. — [1123, 1251, 1461, 1608]
ad-message — [1154, 2151, 1428, 2252]
person-figure — [703, 331, 747, 527]
paragraph: ಅಧ್ಯಯನ ನಿಕಾಯದ ವಿದ್ಯಾರ್ಥಿಗಳು ಈಗ ಈ ಉಪಕ್ರಮದ ಮೂಲಕ ಪ್ರಯೋಜನ ಪಡೆಯುತ್ತಾರೆ ಮತ್ತು ನಂತರ ಇದನ್ನು ಇತರ ನಿಕಾಯಗಳ ಎಲ್ಲಾ ವಿದ್ಯಾರ್ಥಿಗಳಿಗೆ ವಿಸ್ತರಿಸಲಾಗುವುದು ಎಂದು ಪ್ರೊ. ಬಿಡವೆ ಹೇಳಿದರು. — [590, 1824, 837, 1920]
anubhava-article-body — [1123, 243, 1461, 828]
flower-decoration — [648, 297, 1102, 328]
person-hair — [396, 1643, 426, 1655]
person-torso — [1425, 978, 1453, 1024]
person-figure — [338, 1642, 385, 1803]
award-article-body — [57, 992, 387, 1358]
saffron-turban — [1340, 261, 1422, 325]
person-figure — [183, 1642, 230, 1803]
person-figure — [852, 331, 895, 527]
byline: ಪ್ರಮಥವಾಣಿ.ಕಾಂ — [1236, 1722, 1330, 1741]
tilak — [109, 172, 128, 176]
yellow-wall — [411, 1557, 572, 1599]
person-torso — [387, 1672, 434, 1776]
white-shirt — [276, 1086, 387, 1158]
person-figure — [655, 331, 698, 527]
person-torso — [1000, 359, 1044, 457]
person-hair — [445, 1643, 475, 1655]
byline: ಪ್ರಮಥವಾಣಿ.ಕಾಂ — [413, 954, 502, 973]
ad-email: pramathvani@gmail.com — [1163, 2288, 1419, 2314]
column-divider-left — [401, 133, 403, 1372]
commentary-text: ತ್ರಿವಿಧದಾಸೋಹಕ್ಕೆ ತಮ್ಮನ್ನು ಅರ್ಪಿಸಿಕೊಳ್ಳುವ ಉತ್ಕಟತೆ ಇಲ್ಲಿ ಕಾಣುತ್ತದೆ. ತ್ರಿವಿಧ ದಾಸೋಹ ಎಂಬುದನ್ನು ಒಂದು ಹಂತದಲ್ಲಿ ಗುರುಲಿಂಗಜಂಗಮಕ್ಕೆ ಕ್ರಮವಾಗಿ ತನು ಮನ ಧನಗಳನ್ನು ಅರ್ಪಿಸುವುದು ಎಂದು ಹೇಳಲಾಗಿದೆ. ಆದರೆ ಅದನ್ನು ಆಚರಣೆಯಲ್ಲಿ ಅಳವಡಿಸುವಾಗ ಅದನ್ನು ಸಂದರ್ಭಕ್ಕನುಗುಣವಾಗಿ ಕೈಕೊಳ್ಳಬೇಕೆಂಬುದನ್ನು ಸೂಚಿಸಿರುವುದು ಅನೇಕ ಕಡೆಗಳಲ್ಲಿ ಕಾಣುತ್ತದೆ. ಇದು ಅಂತಹ ಒಂದು ವಚನ. ಶರಣರ ದಾಸೋಹಕ್ಕೆ ತನು ಮನ ಧನಗಳು ಆಲಸ್ಯಗೊಳ್ಳದಂತೆ ಮಾಡು ಎಂದು ಇಲ್ಲಿ ಪ್ರಾರ್ಥಿಸುತ್ತಾರೆ. ನನ್ನ ತನು, ದಾಸೋಹಕ್ಕಾಗಿ ಉತ್ಸಾಹಗೊಳ್ಳಲಿ : ಮನ, ದಾಸೋಹದಲ್ಲಿ ಲೀನವಾಗಲಿ : ಧನ, ದಾಸೋಹಕ್ಕಾಗಿ ವಿನಿಯೋಗವಾಗಲಿ. ಹೀಗೆ ತನು ಮನ ಧನವನ್ನು ಶರಣರಿಗೆ ಅರ್ಪಿಸುವುದರಿಂದ ಅವರ ಕರುಣಪ್ರಸಾದ ಲಭಿಸುತ್ತದೆ. ಅದರಿಂದ ಕೂಡಿ ಹಾಡಿ ನಲಿಯುವ ಸಂತೋಷ ಲಭಿಸುತ್ತದೆ. ಅದನ್ನು ಪರಿಭಾವಿಸಿ ಪರಿಣಾಮಿಸಿ ತಾವೂ ಪ್ರಸಾದಿಯಾಗಿಯೇ ಪರಿಣಮಿಸುತ್ತಾರೆ. — [68, 429, 376, 775]
anubhava-headline — [1123, 137, 1461, 240]
logo-word-pramatha: ಪ್ರಮಥ — [648, 45, 769, 106]
protest-site-photo — [1123, 908, 1461, 1050]
person-figure — [127, 1642, 174, 1803]
paragraph: ಬಿರಾದಾರ ಮತ್ತು ಯುವರಾಜ್ ಗಾಡಿ, ಡಾ ಪ್ರಕಾಶ ರಾಠೋಡ್, ಬಸವರಾಜ ಬಳ್ಳೂಂಡಗಿ, ಮಹೇಶ್ ಹೂಗಾರ್, ರಾಮಪ್ಪ ವಿ, ಟಿ. ಲಕ್ಷ್ಮೀನಾರಾಯಣ, ಶಾಂತಕುಮಾರ್, ನಾಗೇಶಗೌಡ, ಶರಣಬಸಪ್ಪ ನಾಟೀಕರ್, ಪ್ರಕಾಶ ಎಸ್. ರಾಜರತ್ನ ಡಿ.ಕೆ. ಹಾಗೂ ಶಾಲಾ ಸಿಬ್ಬಂದಿ ವರ್ಗದವರು, ಬೆಳ್ಳಿ ಪರಿವಾರದವರು ಬಂಧುಗಳು ಹಾಗೂ ಸ್ನೇಹಿತರು ಚಿತ್ರಕಲಾವಿದರು, ಚಿತ್ರಕಲಾ ಶಿಕ್ಷಕರು ಸಹಶಿಕ್ಷಕರು ಉಪಸ್ಥಿತರಿದ್ದರು.ಸಂಗಪ್ಪ ಸೇದಿಮನಿ ಕಾರ್ಯಕ್ರಮ ನಿರೂಪಿಸಿದರು. –ನಾಗಪ್ಪ ಪ್ರಭು ಸ್ವಾಗತಿಸಿದರು. — [885, 541, 1102, 818]
masthead-logo — [581, 47, 944, 105]
person-hair — [1000, 1673, 1025, 1683]
person-legs — [805, 458, 842, 527]
award-headline — [57, 902, 387, 979]
